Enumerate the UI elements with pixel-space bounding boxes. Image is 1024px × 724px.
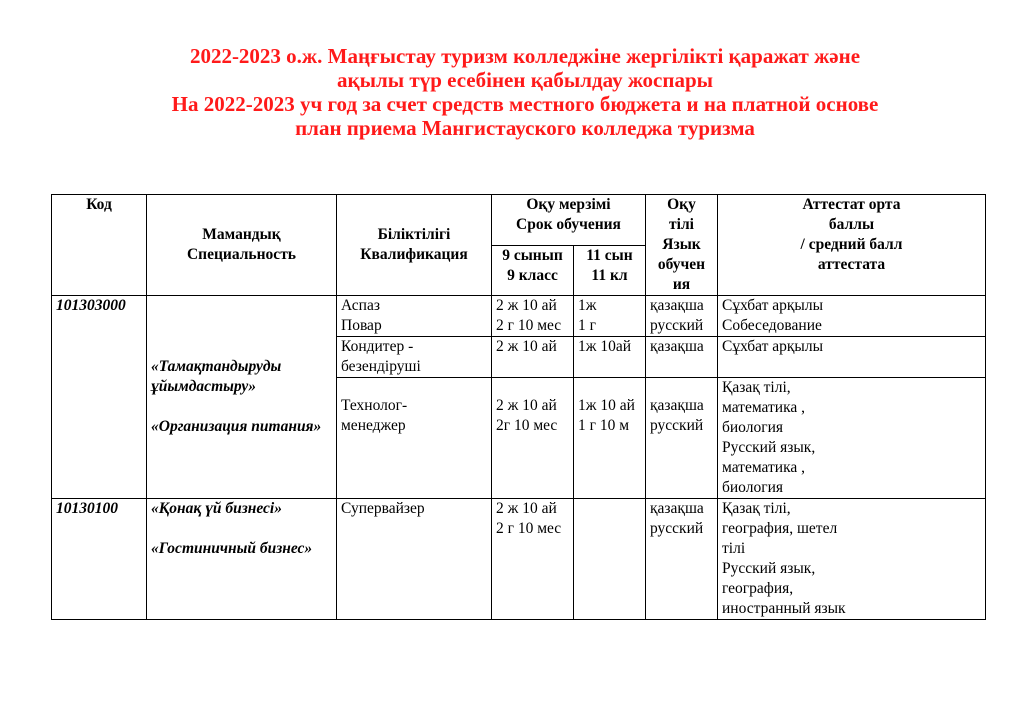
table-row — [52, 296, 986, 337]
term-9: 2 ж 10 ай 2 г 10 мес — [492, 499, 574, 620]
language: қазақша — [646, 337, 718, 378]
score: Сұхбат арқылы Собеседование — [718, 296, 986, 337]
header-language: Оқу тілі Язык обучен ия — [646, 195, 718, 296]
term-11: 1ж 10ай — [574, 337, 646, 378]
header-score: Аттестат орта баллы / средний балл аттестата — [718, 195, 986, 296]
term-11 — [574, 499, 646, 620]
title-line: план приема Мангистауского колледжа туризма — [295, 116, 755, 140]
specialty-code: 10130100 — [52, 499, 147, 620]
title-line: 2022-2023 о.ж. Маңғыстау туризм колледжіне жергілікті қаражат және — [189, 44, 861, 68]
header-term-11: 11 сын 11 кл — [574, 245, 646, 296]
qualification: Кондитер - безендіруші — [337, 337, 492, 378]
qualification: Аспаз Повар — [337, 296, 492, 337]
qualification: Технолог- менеджер — [337, 378, 492, 499]
qualification: Супервайзер — [337, 499, 492, 620]
specialty-name: «Қонақ үй бизнесі» «Гостиничный бизнес» — [147, 499, 337, 620]
admission-plan-table — [51, 194, 986, 620]
specialty-code: 101303000 — [52, 296, 147, 499]
title-line: ақылы түр есебінен қабылдау жоспары — [336, 68, 714, 92]
header-term: Оқу мерзімі Срок обучения — [492, 195, 646, 246]
header-qualification: Біліктілігі Квалификация — [337, 195, 492, 296]
language: қазақша русский — [646, 378, 718, 499]
term-11: 1ж 10 ай 1 г 10 м — [574, 378, 646, 499]
specialty-name: «Тамақтандыруды ұйымдастыру» «Организация питания» — [147, 296, 337, 499]
header-specialty: Мамандық Специальность — [147, 195, 337, 296]
header-row — [52, 195, 986, 246]
title-line: На 2022-2023 уч год за счет средств местного бюджета и на платной основе — [171, 92, 879, 116]
term-9: 2 ж 10 ай 2г 10 мес — [492, 378, 574, 499]
term-11: 1ж 1 г — [574, 296, 646, 337]
table-row — [52, 499, 986, 620]
header-term-9: 9 сынып 9 класс — [492, 245, 574, 296]
score: Қазақ тілі, математика , биология Русский язык, математика , биология — [718, 378, 986, 499]
score: Сұхбат арқылы — [718, 337, 986, 378]
score: Қазақ тілі, география, шетел тілі Русский язык, география, иностранный язык — [718, 499, 986, 620]
header-code: Код — [52, 195, 147, 296]
page-title — [60, 44, 990, 140]
term-9: 2 ж 10 ай 2 г 10 мес — [492, 296, 574, 337]
language: қазақша русский — [646, 499, 718, 620]
term-9: 2 ж 10 ай — [492, 337, 574, 378]
language: қазақша русский — [646, 296, 718, 337]
